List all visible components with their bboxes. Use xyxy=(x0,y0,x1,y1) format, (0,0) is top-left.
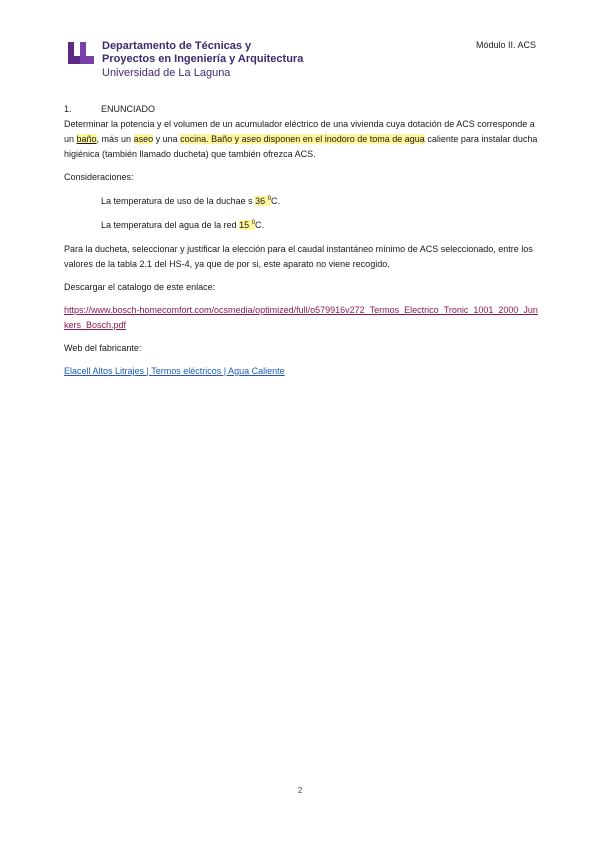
consideration-1-text: La temperatura de uso de la duchae s xyxy=(101,196,256,206)
statement-text-1: Determinar la potencia y el volumen de un acumulador eléctrico de una vivienda cuya dotación de ACS corresponde a un xyxy=(64,119,535,144)
ull-logo-icon xyxy=(66,42,96,64)
module-title: Módulo II. ACS xyxy=(475,40,536,50)
statement-text-2: , más un xyxy=(96,134,134,144)
value-36: 36 xyxy=(255,196,268,206)
download-label: Descargar el catalogo de este enlace: xyxy=(64,282,216,292)
section-number: 1. xyxy=(64,104,72,114)
consideration-2-value xyxy=(239,220,255,230)
degree-sup: 0 xyxy=(251,220,255,226)
section-title: ENUNCIADO xyxy=(101,104,156,114)
degree-sup: 0 xyxy=(267,196,271,202)
consideration-1-unit: C. xyxy=(270,196,280,206)
consideration-shower-temp xyxy=(64,194,539,209)
ducheta-paragraph: Para la ducheta, seleccionar y justificar la elección para el caudal instantáneo mínimo de ACS seleccionado, entre los valores de la tabla 2.1 del HS-4, ya que de por si, este aparato no viene recogido. xyxy=(64,244,533,269)
consideration-1-value xyxy=(255,196,271,206)
consideration-network-temp xyxy=(64,218,539,233)
manufacturer-link[interactable]: Elacell Altos Litrajes | Termos eléctricos | Agua Caliente xyxy=(64,366,285,376)
considerations-label: Consideraciones: xyxy=(64,172,134,182)
statement-text-3: y una xyxy=(153,134,181,144)
highlight-aseo: aseo xyxy=(133,134,154,144)
statement-text-4: caliente para instalar ducha higiénica (también llamado ducheta) que también ofrezca ACS. xyxy=(64,134,538,159)
statement-paragraph xyxy=(64,117,539,162)
web-label: Web del fabricante: xyxy=(64,343,142,353)
highlight-bano: baño xyxy=(76,134,97,144)
document-body xyxy=(64,102,539,379)
highlight-cocina: cocina xyxy=(180,134,207,144)
consideration-2-unit: C. xyxy=(254,220,264,230)
department-name xyxy=(102,40,303,80)
university-name: Universidad de La Laguna xyxy=(102,67,231,79)
section-heading xyxy=(64,102,539,117)
highlight-inodoro: . Baño y aseo disponen en el inodoro de toma de agua xyxy=(206,134,425,144)
consideration-2-text: La temperatura del agua de la red xyxy=(101,220,240,230)
page-number: 2 xyxy=(297,786,303,795)
catalog-link[interactable]: https://www.bosch-homecomfort.com/ocsmedia/optimized/full/o579916v272_Termos_Electrico_Tronic_1001_2000_Junkers_Bosch.pdf xyxy=(64,305,538,330)
dept-line-1: Departamento de Técnicas y xyxy=(102,40,252,52)
dept-line-2: Proyectos en Ingeniería y Arquitectura xyxy=(102,53,304,65)
value-15: 15 xyxy=(239,220,252,230)
